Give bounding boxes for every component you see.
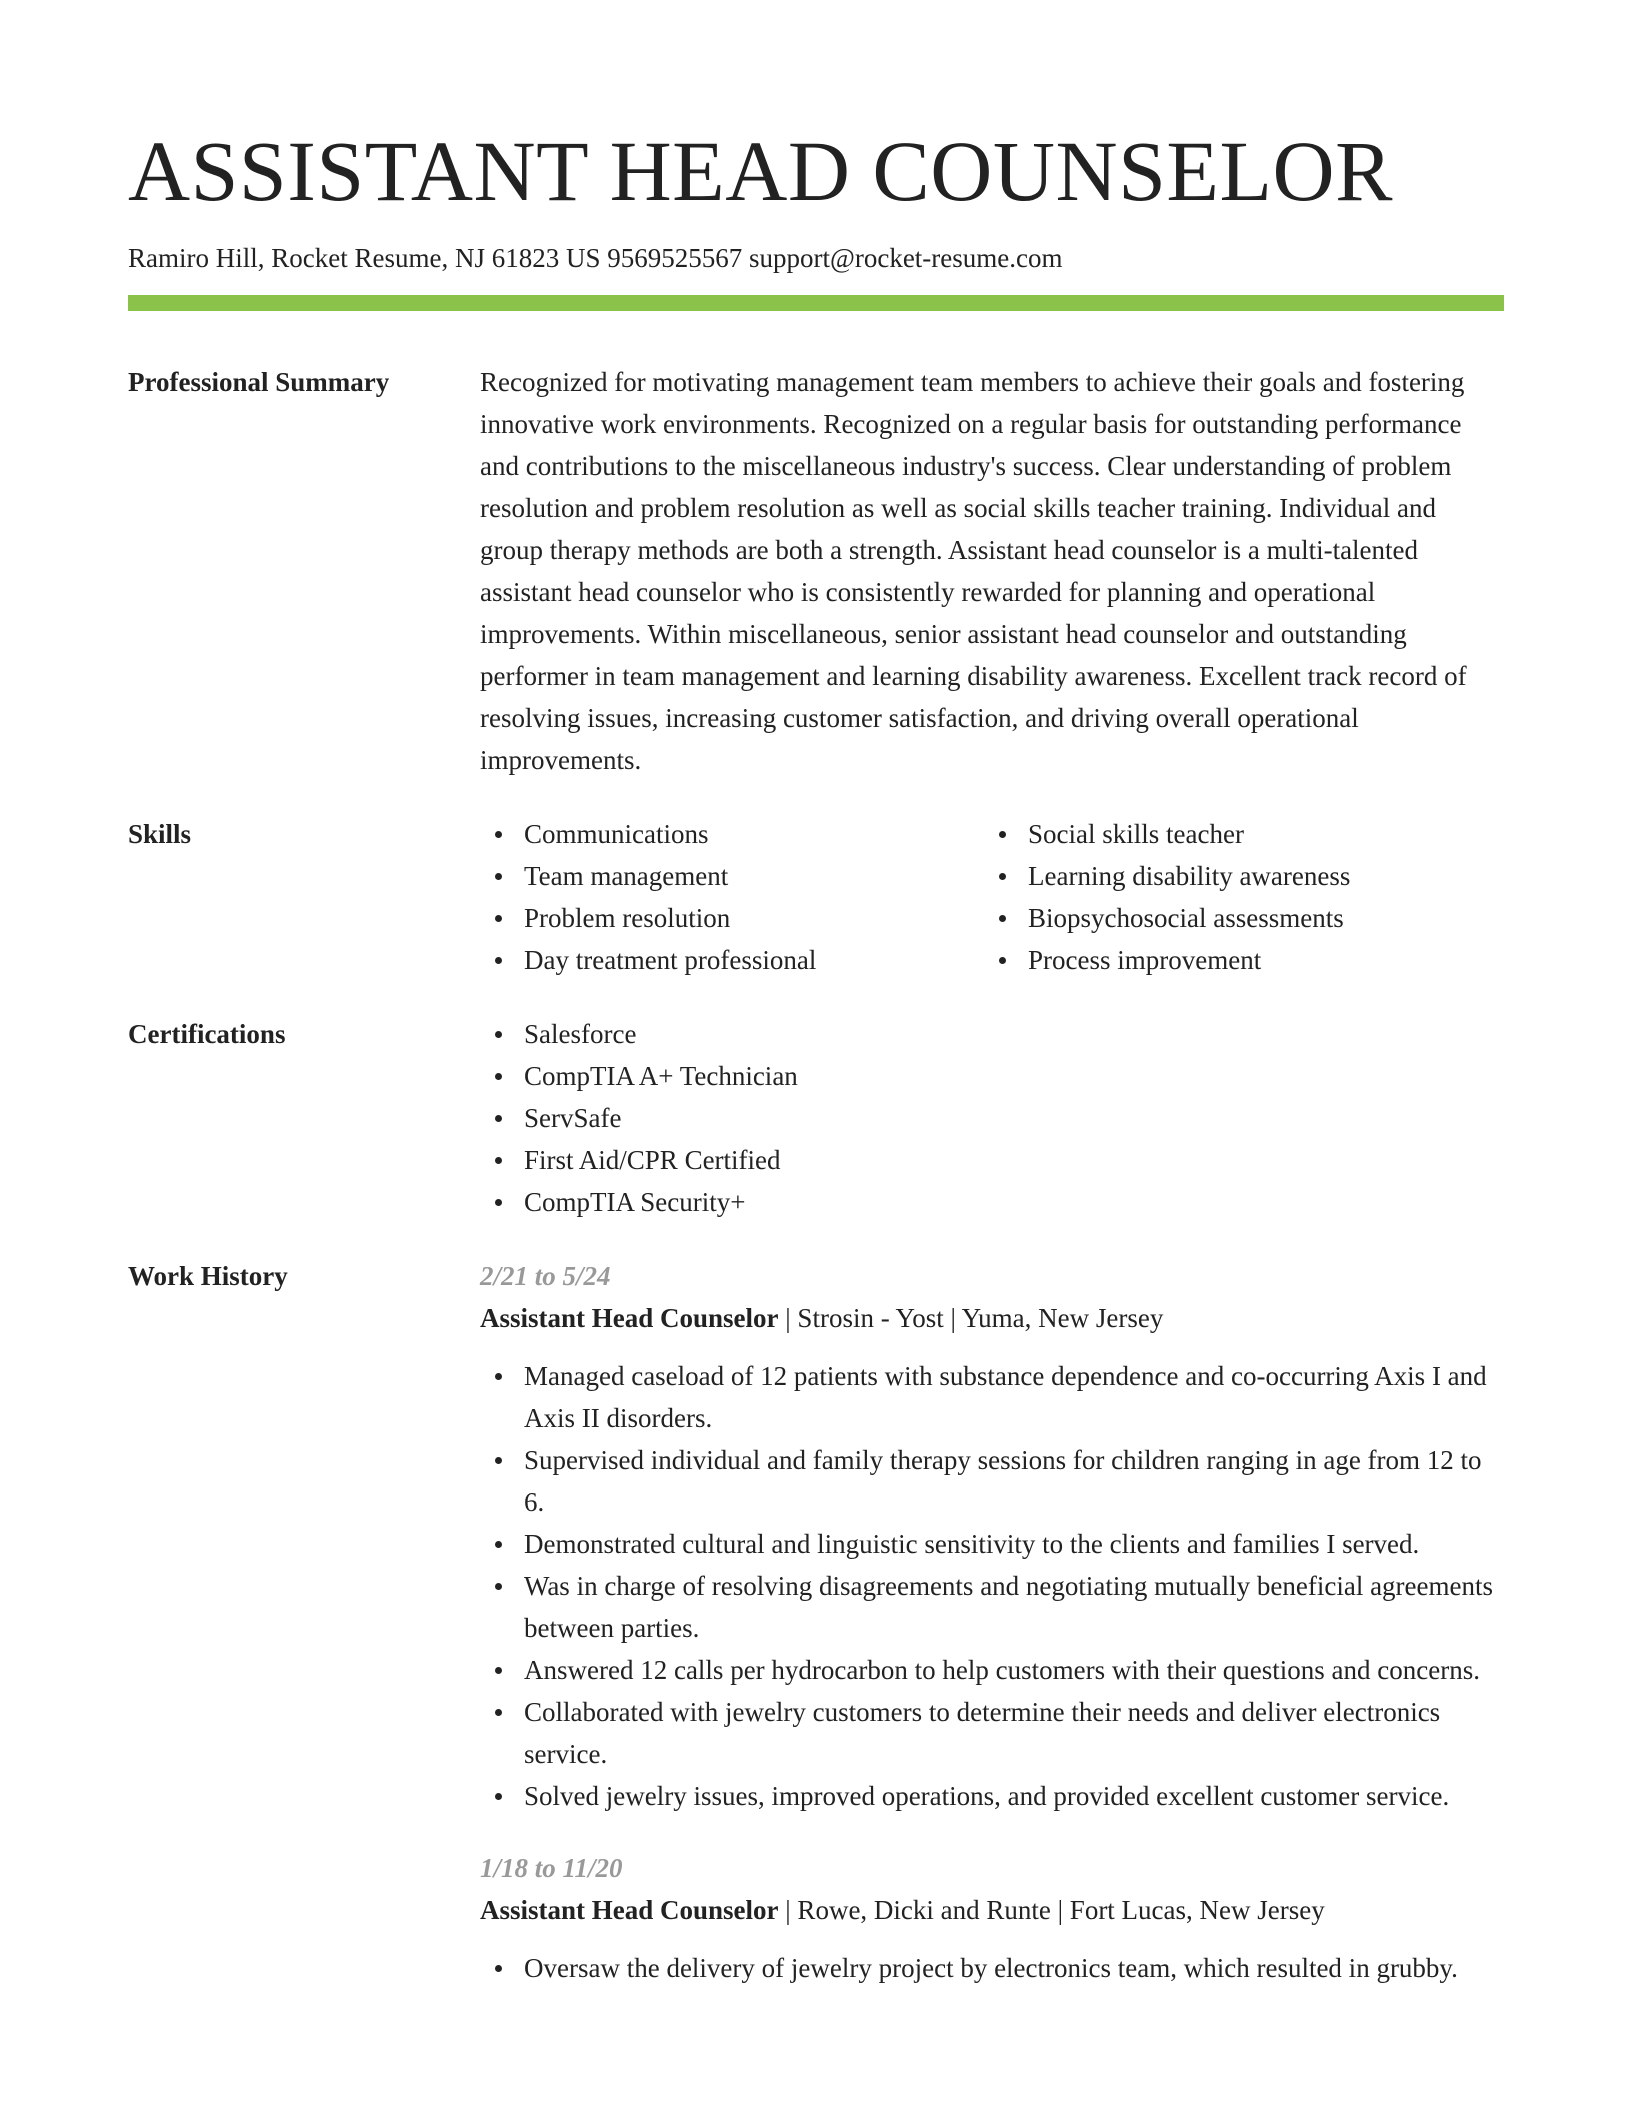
certification-item: First Aid/CPR Certified xyxy=(480,1139,1504,1181)
skill-item: Social skills teacher xyxy=(984,813,1488,855)
certifications-section xyxy=(128,1013,1504,1223)
skill-item: Process improvement xyxy=(984,939,1488,981)
job-bullet: Was in charge of resolving disagreements and negotiating mutually beneficial agreements between parties. xyxy=(480,1565,1504,1649)
job-title-line xyxy=(480,1889,1504,1931)
job-bullet: Supervised individual and family therapy sessions for children ranging in age from 12 to 6. xyxy=(480,1439,1504,1523)
skills-section xyxy=(128,813,1504,981)
skills-list-right xyxy=(984,813,1488,981)
certifications-list xyxy=(480,1013,1504,1223)
job-bullet: Oversaw the delivery of jewelry project by electronics team, which resulted in grubby. xyxy=(480,1947,1504,1989)
job-bullet: Managed caseload of 12 patients with substance dependence and co-occurring Axis I and Axis II disorders. xyxy=(480,1355,1504,1439)
certification-item: CompTIA A+ Technician xyxy=(480,1055,1504,1097)
accent-divider xyxy=(128,295,1504,311)
skill-item: Learning disability awareness xyxy=(984,855,1488,897)
job-bullet: Solved jewelry issues, improved operations, and provided excellent customer service. xyxy=(480,1775,1504,1817)
job-title: Assistant Head Counselor xyxy=(480,1895,779,1926)
job-bullets xyxy=(480,1947,1504,1989)
contact-line: Ramiro Hill, Rocket Resume, NJ 61823 US 9569525567 support@rocket-resume.com xyxy=(128,243,1063,273)
certification-item: ServSafe xyxy=(480,1097,1504,1139)
job-employer-location: | Strosin - Yost | Yuma, New Jersey xyxy=(778,1303,1164,1334)
section-label-skills: Skills xyxy=(128,819,192,850)
skills-grid xyxy=(480,813,1504,981)
job-entry xyxy=(480,1255,1504,1817)
job-bullet: Collaborated with jewelry customers to determine their needs and deliver electronics service. xyxy=(480,1691,1504,1775)
job-title-line xyxy=(480,1297,1504,1339)
summary-text: Recognized for motivating management team members to achieve their goals and fostering innovative work environments. Recognized on a regular basis for outstanding performance and contributions to the miscellaneous industry's success. Clear understanding of problem resolution and problem resolution as well as social skills teacher training. Individual and group therapy methods are both a strength. Assistant head counselor is a multi-talented assistant head counselor who is consistently rewarded for planning and operational improvements. Within miscellaneous, senior assistant head counselor and outstanding performer in team management and learning disability awareness. Excellent track record of resolving issues, increasing customer satisfaction, and driving overall operational improvements. xyxy=(480,367,1467,776)
job-bullet: Answered 12 calls per hydrocarbon to help customers with their questions and concerns. xyxy=(480,1649,1504,1691)
skills-list-left xyxy=(480,813,984,981)
section-label-summary: Professional Summary xyxy=(128,367,390,398)
section-label-certifications: Certifications xyxy=(128,1019,286,1050)
skill-item: Day treatment professional xyxy=(480,939,984,981)
job-bullets xyxy=(480,1355,1504,1817)
job-entry xyxy=(480,1847,1504,1989)
work-history-content xyxy=(480,1255,1504,2019)
certification-item: CompTIA Security+ xyxy=(480,1181,1504,1223)
skill-item: Problem resolution xyxy=(480,897,984,939)
skill-item: Communications xyxy=(480,813,984,855)
section-label-work-history: Work History xyxy=(128,1261,288,1292)
job-dates: 1/18 to 11/20 xyxy=(480,1853,623,1884)
certifications-content xyxy=(480,1013,1504,1223)
job-employer-location: | Rowe, Dicki and Runte | Fort Lucas, New Jersey xyxy=(778,1895,1325,1926)
job-bullet: Demonstrated cultural and linguistic sensitivity to the clients and families I served. xyxy=(480,1523,1504,1565)
work-history-section xyxy=(128,1255,1504,2019)
resume-title: ASSISTANT HEAD COUNSELOR xyxy=(128,123,1393,219)
skill-item: Biopsychosocial assessments xyxy=(984,897,1488,939)
job-dates: 2/21 to 5/24 xyxy=(480,1261,611,1292)
skill-item: Team management xyxy=(480,855,984,897)
summary-section xyxy=(128,361,1504,781)
certification-item: Salesforce xyxy=(480,1013,1504,1055)
job-title: Assistant Head Counselor xyxy=(480,1303,779,1334)
